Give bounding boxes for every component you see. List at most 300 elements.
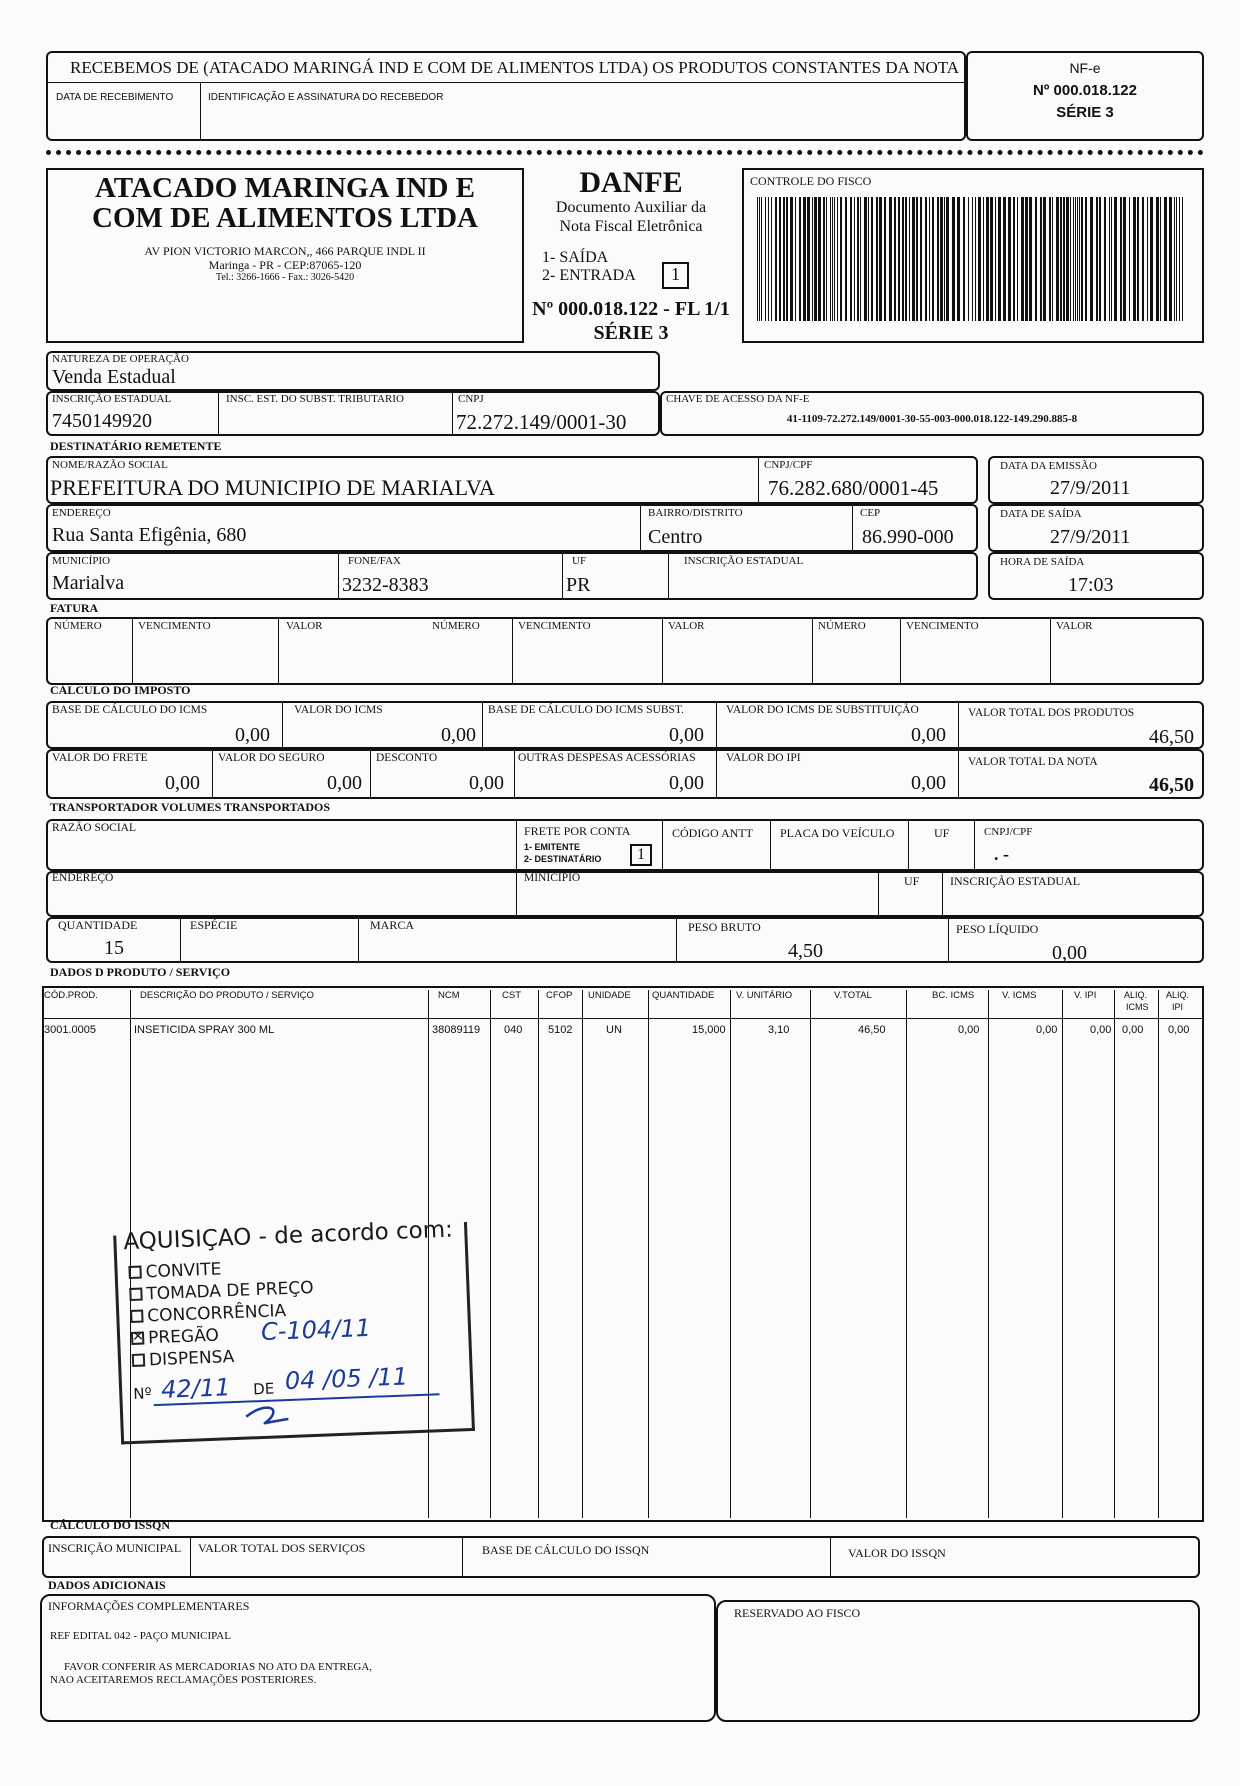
col-header-aliq-icms-1: ALIQ. — [1124, 990, 1148, 1000]
barcode-bar — [1156, 197, 1159, 321]
stamp-title: AQUISIÇAO - de acordo com: — [122, 1216, 454, 1256]
transport-ie-label: INSCRIÇÃO ESTADUAL — [950, 874, 1081, 888]
barcode-bar — [995, 197, 996, 321]
barcode-bar — [768, 197, 769, 321]
fatura-vencimento-1: VENCIMENTO — [138, 620, 211, 632]
barcode-bar — [978, 197, 981, 321]
signature-scribble-icon — [242, 1401, 293, 1427]
col-header-desc: DESCRIÇÃO DO PRODUTO / SERVIÇO — [140, 990, 314, 1001]
barcode-bar — [837, 197, 838, 321]
barcode-bar — [765, 197, 766, 321]
valor-icms-value: 0,00 — [441, 724, 476, 746]
valor-st-label: VALOR DO ICMS DE SUBSTITUIÇÃO — [726, 704, 919, 716]
saida-label: DATA DE SAÍDA — [1000, 508, 1082, 520]
barcode-bar — [1029, 197, 1032, 321]
barcode-bar — [818, 197, 821, 321]
barcode-bar — [920, 197, 922, 321]
barcode-bar — [812, 197, 813, 321]
recipient-cnpj-cell — [758, 456, 759, 504]
issqn-col — [830, 1536, 831, 1578]
barcode-bar — [968, 197, 969, 321]
barcode-bar — [1137, 197, 1139, 321]
outras-label: OUTRAS DESPESAS ACESSÓRIAS — [518, 752, 696, 764]
barcode-bar — [1090, 197, 1093, 321]
ie-st-cell — [218, 391, 219, 436]
products-section-title: DADOS D PRODUTO / SERVIÇO — [50, 965, 231, 979]
imposto-col — [514, 749, 515, 799]
valor-icms-label: VALOR DO ICMS — [294, 704, 383, 716]
barcode-bar — [1060, 197, 1062, 321]
danfe-number: Nº 000.018.122 - FL 1/1 — [532, 298, 730, 320]
barcode-bar — [912, 197, 915, 321]
barcode-bar — [952, 197, 955, 321]
danfe-title: DANFE — [579, 166, 683, 199]
col-header-cod: CÓD.PROD. — [44, 990, 98, 1001]
barcode-bar — [807, 197, 810, 321]
stamp-option-label: TOMADA DE PREÇO — [146, 1277, 314, 1305]
col-header-quantidade: QUANTIDADE — [652, 990, 715, 1001]
uf-label: UF — [572, 555, 587, 567]
barcode-bar — [868, 197, 869, 321]
barcode-bar — [940, 197, 943, 321]
transport-col — [516, 871, 517, 917]
barcode-bar — [1085, 197, 1087, 321]
barcode-bar — [845, 197, 847, 321]
stamp-option-dispensa — [132, 1347, 235, 1371]
barcode-bar — [1142, 197, 1144, 321]
cep-label: CEP — [860, 507, 881, 519]
stamp-option-label: PREGÃO — [147, 1325, 220, 1349]
col-header-cst: CST — [502, 990, 521, 1001]
barcode-bar — [879, 197, 882, 321]
signature-scribble — [242, 1401, 293, 1427]
issqn-section-title: CÁLCULO DO ISSQN — [50, 1518, 171, 1532]
col-header-unitario: V. UNITÁRIO — [736, 990, 793, 1001]
cell-bc-icms: 0,00 — [958, 1024, 980, 1036]
ipi-value: 0,00 — [911, 772, 946, 794]
barcode-bar — [1075, 197, 1076, 321]
stamp-option-label: DISPENSA — [148, 1347, 235, 1371]
col-header-v-icms: V. ICMS — [1002, 990, 1037, 1001]
barcode-bar — [1109, 197, 1110, 321]
frete-value: 0,00 — [165, 772, 200, 794]
barcode-bar — [957, 197, 960, 321]
fatura-col — [812, 617, 813, 685]
checkbox-icon — [129, 1288, 142, 1301]
barcode-bar — [775, 197, 777, 321]
access-key-barcode — [757, 197, 1187, 321]
fatura-col — [662, 617, 663, 685]
recipient-cnpj-label: CNPJ/CPF — [764, 459, 813, 471]
barcode-bar — [1066, 197, 1069, 321]
imposto-col — [958, 749, 959, 799]
issqn-total-label: VALOR TOTAL DOS SERVIÇOS — [198, 1541, 366, 1555]
barcode-bar — [860, 197, 861, 321]
col-header-cfop: CFOP — [546, 990, 573, 1001]
danfe-option-entrada: 2- ENTRADA — [542, 267, 636, 284]
base-st-value: 0,00 — [669, 724, 704, 746]
receipt-nfe-label: NF-e — [1069, 60, 1101, 76]
barcode-bar — [759, 197, 760, 321]
checkbox-icon — [128, 1266, 141, 1279]
imposto-col — [716, 749, 717, 799]
barcode-bar — [1104, 197, 1106, 321]
barcode-bar — [1040, 197, 1042, 321]
barcode-bar — [795, 197, 796, 321]
barcode-bar — [1164, 197, 1167, 321]
imposto-col — [370, 749, 371, 799]
hora-label: HORA DE SAÍDA — [1000, 556, 1085, 568]
outras-value: 0,00 — [669, 772, 704, 794]
barcode-bar — [823, 197, 825, 321]
fatura-col — [1050, 617, 1051, 685]
receipt-header-text: RECEBEMOS DE (ATACADO MARINGÁ IND E COM DE ALIMENTOS LTDA) OS PRODUTOS CONSTANTES DA NOTA — [70, 58, 960, 77]
ipi-label: VALOR DO IPI — [726, 752, 801, 764]
peso-bruto-label: PESO BRUTO — [688, 920, 761, 934]
barcode-bar — [1133, 197, 1136, 321]
uf-cell — [562, 552, 563, 600]
acquisition-stamp — [107, 1210, 467, 1451]
stamp-numero-handwritten: 42/11 — [160, 1373, 231, 1404]
barcode-bar — [864, 197, 867, 321]
stamp-pregao-handwritten: C-104/11 — [260, 1313, 372, 1346]
cell-v-ipi: 0,00 — [1090, 1024, 1112, 1036]
barcode-bar — [972, 197, 973, 321]
ie-st-label: INSC. EST. DO SUBST. TRIBUTARIO — [226, 393, 404, 405]
chave-value: 41-1109-72.272.149/0001-30-55-003-000.018.122-149.290.885-8 — [786, 413, 1078, 425]
barcode-bar — [1021, 197, 1024, 321]
barcode-bar — [1056, 197, 1059, 321]
barcode-bar — [771, 197, 772, 321]
imposto-section-title: CÁLCULO DO IMPOSTO — [50, 683, 191, 697]
barcode-bar — [937, 197, 939, 321]
products-header-line — [42, 1018, 1204, 1019]
barcode-bar — [1052, 197, 1053, 321]
total-nota-value: 46,50 — [1149, 774, 1194, 796]
transport-col — [516, 819, 517, 871]
cell-ncm: 38089119 — [432, 1024, 481, 1036]
col-header-aliq-ipi-2: IPI — [1172, 1002, 1184, 1012]
cep-cell — [852, 504, 853, 552]
fatura-numero-1: NÚMERO — [54, 620, 102, 632]
cell-cod: 3001.0005 — [44, 1024, 96, 1036]
transport-col — [908, 819, 909, 871]
fatura-valor-3: VALOR — [1056, 620, 1093, 632]
fatura-vencimento-2: VENCIMENTO — [518, 620, 591, 632]
barcode-bar — [832, 197, 833, 321]
barcode-bar — [929, 197, 930, 321]
transport-frete-opt1: 1- EMITENTE — [524, 842, 581, 852]
barcode-bar — [909, 197, 910, 321]
products-col-line — [538, 990, 539, 1518]
receipt-date-label: DATA DE RECEBIMENTO — [56, 92, 174, 103]
col-header-ncm: NCM — [438, 990, 460, 1001]
fatura-valor-1: VALOR — [286, 620, 323, 632]
barcode-bar — [1003, 197, 1006, 321]
transport-col — [358, 917, 359, 963]
transport-cnpj-label: CNPJ/CPF — [984, 826, 1033, 838]
receipt-divider-v — [200, 82, 201, 140]
products-col-line — [1114, 990, 1115, 1518]
seguro-label: VALOR DO SEGURO — [218, 752, 325, 764]
cell-v-icms: 0,00 — [1036, 1024, 1058, 1036]
barcode-bar — [1017, 197, 1018, 321]
barcode-bar — [826, 197, 827, 321]
quantidade-label: QUANTIDADE — [58, 918, 138, 932]
barcode-bar — [944, 197, 945, 321]
transport-antt-label: CÓDIGO ANTT — [672, 826, 753, 840]
barcode-bar — [1150, 197, 1153, 321]
barcode-bar — [1129, 197, 1130, 321]
barcode-bar — [1111, 197, 1112, 321]
stamp-option-label: CONVITE — [145, 1259, 222, 1283]
fatura-vencimento-3: VENCIMENTO — [906, 620, 979, 632]
products-col-line — [582, 990, 583, 1518]
transport-uf-label: UF — [934, 826, 950, 840]
barcode-bar — [884, 197, 886, 321]
transport-col — [180, 917, 181, 963]
quantidade-value: 15 — [104, 937, 124, 959]
transport-razao-label: RAZÃO SOCIAL — [52, 822, 137, 834]
fatura-col — [512, 617, 513, 685]
products-col-line — [730, 990, 731, 1518]
products-col-line — [648, 990, 649, 1518]
issuer-address-line2: Maringa - PR - CEP:87065-120 — [208, 258, 362, 272]
ie-label: INSCRIÇÃO ESTADUAL — [52, 393, 172, 405]
bairro-label: BAIRRO/DISTRITO — [648, 507, 743, 519]
fone-value: 3232-8383 — [342, 574, 429, 596]
chave-label: CHAVE DE ACESSO DA NF-E — [666, 393, 810, 405]
barcode-bar — [799, 197, 801, 321]
barcode-bar — [783, 197, 785, 321]
fatura-box — [46, 617, 1204, 685]
barcode-bar — [1179, 197, 1180, 321]
checkbox-icon — [130, 1310, 143, 1323]
danfe-type-box: 1 — [662, 262, 689, 289]
barcode-bar — [803, 197, 806, 321]
imposto-col — [212, 749, 213, 799]
receipt-divider — [48, 82, 964, 83]
transport-col — [676, 917, 677, 963]
col-header-v-ipi: V. IPI — [1074, 990, 1097, 1001]
barcode-bar — [925, 197, 927, 321]
barcode-bar — [757, 197, 758, 321]
barcode-bar — [1013, 197, 1015, 321]
imposto-col — [716, 701, 717, 749]
barcode-bar — [1063, 197, 1065, 321]
fatura-section-title: FATURA — [50, 601, 99, 615]
products-col-line — [906, 990, 907, 1518]
frete-label: VALOR DO FRETE — [52, 752, 148, 764]
col-header-bc-icms: BC. ICMS — [932, 990, 975, 1001]
barcode-bar — [761, 197, 762, 321]
natureza-label: NATUREZA DE OPERAÇÃO — [52, 353, 189, 365]
cell-desc: INSETICIDA SPRAY 300 ML — [134, 1024, 275, 1036]
barcode-bar — [814, 197, 817, 321]
emissao-label: DATA DA EMISSÃO — [1000, 460, 1097, 472]
cell-total: 46,50 — [858, 1024, 886, 1036]
cnpj-label: CNPJ — [458, 393, 484, 405]
cnpj-value: 72.272.149/0001-30 — [456, 410, 627, 434]
danfe-subtitle2: Nota Fiscal Eletrônica — [559, 218, 703, 235]
transport-col — [942, 871, 943, 917]
info-complementares-label: INFORMAÇÕES COMPLEMENTARES — [48, 1599, 250, 1613]
fatura-valor-2: VALOR — [668, 620, 705, 632]
reservado-fisco-label: RESERVADO AO FISCO — [734, 1606, 861, 1620]
total-produtos-label: VALOR TOTAL DOS PRODUTOS — [968, 707, 1135, 719]
imposto-col — [282, 701, 283, 749]
stamp-de-label: DE — [252, 1379, 275, 1399]
total-produtos-value: 46,50 — [1149, 726, 1194, 748]
receipt-nfe-series: SÉRIE 3 — [1056, 104, 1114, 121]
transport-col — [948, 917, 949, 963]
transport-section-title: TRANSPORTADOR VOLUMES TRANSPORTADOS — [50, 800, 331, 814]
issuer-address-line1: AV PION VICTORIO MARCON,, 466 PARQUE INDL II — [144, 244, 426, 258]
barcode-bar — [983, 197, 984, 321]
transport-frete-opt2: 2- DESTINATÁRIO — [524, 854, 602, 864]
barcode-bar — [905, 197, 907, 321]
barcode-bar — [1096, 197, 1098, 321]
barcode-bar — [946, 197, 949, 321]
total-nota-label: VALOR TOTAL DA NOTA — [968, 756, 1098, 768]
natureza-value: Venda Estadual — [52, 366, 176, 388]
cell-unidade: UN — [606, 1024, 622, 1036]
barcode-bar — [1077, 197, 1078, 321]
barcode-bar — [916, 197, 918, 321]
barcode-bar — [975, 197, 976, 321]
issqn-col — [462, 1536, 463, 1578]
transport-cnpj-value: . - — [994, 844, 1009, 864]
imposto-col — [482, 701, 483, 749]
transport-placa-label: PLACA DO VEÍCULO — [780, 826, 895, 840]
barcode-bar — [1025, 197, 1028, 321]
saida-value: 27/9/2011 — [1050, 526, 1131, 548]
transport-municipio-label: MINICÍPIO — [524, 872, 581, 884]
cell-aliq-ipi: 0,00 — [1168, 1024, 1190, 1036]
seguro-value: 0,00 — [327, 772, 362, 794]
bairro-cell — [640, 504, 641, 552]
recipient-name-value: PREFEITURA DO MUNICIPIO DE MARIALVA — [50, 475, 495, 500]
cut-line — [46, 150, 1204, 155]
danfe-option-saida: 1- SAÍDA — [542, 249, 609, 266]
barcode-bar — [1073, 197, 1074, 321]
barcode-bar — [990, 197, 993, 321]
receipt-nfe-number: Nº 000.018.122 — [1033, 82, 1137, 99]
issqn-base-label: BASE DE CÁLCULO DO ISSQN — [482, 1543, 650, 1557]
endereco-label: ENDEREÇO — [52, 507, 111, 519]
fisco-control-label: CONTROLE DO FISCO — [750, 174, 872, 188]
barcode-bar — [1043, 197, 1046, 321]
barcode-bar — [1182, 197, 1183, 321]
barcode-bar — [986, 197, 989, 321]
info-line2: FAVOR CONFERIR AS MERCADORIAS NO ATO DA ENTREGA, — [64, 1661, 373, 1673]
barcode-bar — [1147, 197, 1148, 321]
stamp-option-convite — [128, 1259, 221, 1283]
barcode-bar — [932, 197, 934, 321]
peso-bruto-value: 4,50 — [788, 940, 823, 962]
recipient-name-label: NOME/RAZÃO SOCIAL — [52, 459, 168, 471]
transport-col — [878, 871, 879, 917]
info-line3: NAO ACEITAREMOS RECLAMAÇÕES POSTERIORES. — [50, 1674, 317, 1686]
barcode-bar — [871, 197, 873, 321]
transport-col — [662, 819, 663, 871]
issuer-name-line1: ATACADO MARINGA IND E — [95, 172, 475, 204]
cell-unitario: 3,10 — [768, 1024, 790, 1036]
marca-label: MARCA — [370, 918, 415, 932]
recipient-row3 — [46, 552, 978, 600]
info-line1: REF EDITAL 042 - PAÇO MUNICIPAL — [50, 1630, 231, 1642]
valor-st-value: 0,00 — [911, 724, 946, 746]
col-header-aliq-ipi-1: ALIQ. — [1166, 990, 1190, 1000]
barcode-bar — [998, 197, 1001, 321]
barcode-bar — [898, 197, 900, 321]
barcode-bar — [1123, 197, 1126, 321]
barcode-bar — [894, 197, 896, 321]
barcode-bar — [786, 197, 788, 321]
recipient-section-title: DESTINATÁRIO REMETENTE — [50, 439, 222, 453]
municipio-value: Marialva — [52, 572, 125, 594]
fone-label: FONE/FAX — [348, 555, 401, 567]
transport-frete-box: 1 — [630, 844, 652, 866]
barcode-bar — [840, 197, 842, 321]
barcode-bar — [790, 197, 793, 321]
barcode-bar — [876, 197, 878, 321]
stamp-numero-prefix: Nº — [132, 1384, 152, 1403]
ie-dest-label: INSCRIÇÃO ESTADUAL — [684, 555, 804, 567]
ie-dest-cell — [668, 552, 669, 600]
issuer-phones: Tel.: 3266-1666 - Fax.: 3026-5420 — [215, 272, 355, 283]
fatura-numero-2: NÚMERO — [432, 620, 480, 632]
barcode-bar — [1070, 197, 1071, 321]
checkbox-icon — [132, 1353, 145, 1366]
barcode-bar — [1169, 197, 1172, 321]
checked-checkbox-icon — [131, 1331, 144, 1344]
products-col-line — [810, 990, 811, 1518]
transport-endereco-label: ENDEREÇO — [52, 872, 114, 884]
base-icms-label: BASE DE CÁLCULO DO ICMS — [52, 704, 208, 716]
barcode-bar — [1099, 197, 1101, 321]
barcode-bar — [854, 197, 855, 321]
adicionais-section-title: DADOS ADICIONAIS — [48, 1578, 166, 1592]
peso-liquido-value: 0,00 — [1052, 942, 1087, 964]
cell-cst: 040 — [504, 1024, 523, 1036]
barcode-bar — [1160, 197, 1161, 321]
uf-value: PR — [566, 574, 591, 596]
barcode-bar — [1174, 197, 1175, 321]
danfe-subtitle1: Documento Auxiliar da — [555, 199, 707, 216]
receipt-signature-label: IDENTIFICAÇÃO E ASSINATURA DO RECEBEDOR — [208, 92, 444, 103]
barcode-bar — [963, 197, 965, 321]
imposto-col — [958, 701, 959, 749]
barcode-bar — [1081, 197, 1083, 321]
fatura-numero-3: NÚMERO — [818, 620, 866, 632]
issqn-municipal-label: INSCRIÇÃO MUNICIPAL — [48, 1541, 182, 1555]
barcode-bar — [889, 197, 892, 321]
base-st-label: BASE DE CÁLCULO DO ICMS SUBST. — [488, 704, 684, 716]
barcode-bar — [850, 197, 852, 321]
transport-col — [770, 819, 771, 871]
col-header-aliq-icms-2: ICMS — [1126, 1002, 1149, 1012]
barcode-bar — [857, 197, 859, 321]
danfe-series: SÉRIE 3 — [593, 322, 669, 344]
transport-frete-label: FRETE POR CONTA — [524, 824, 631, 838]
stamp-option-label: CONCORRÊNCIA — [146, 1301, 287, 1327]
cnpj-cell — [452, 391, 453, 436]
especie-label: ESPÉCIE — [190, 918, 238, 932]
transport-uf2-label: UF — [904, 874, 920, 888]
ie-value: 7450149920 — [52, 410, 152, 432]
municipio-label: MUNICÍPIO — [52, 555, 111, 567]
